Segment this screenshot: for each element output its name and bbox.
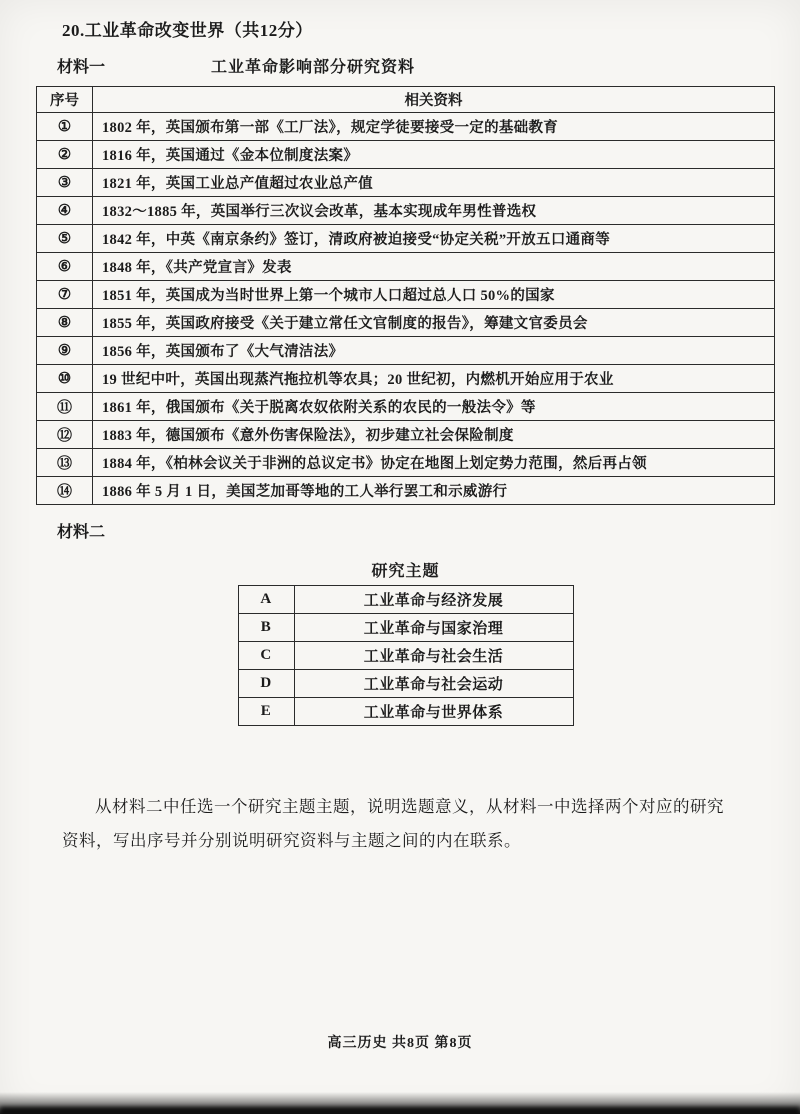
table-row bbox=[37, 225, 775, 253]
theme-letter: E bbox=[238, 698, 294, 726]
row-material-text: 1855 年，英国政府接受《关于建立常任文官制度的报告》，筹建文官委员会 bbox=[93, 309, 775, 337]
row-material-text: 1832～1885 年，英国举行三次议会改革，基本实现成年男性普选权 bbox=[93, 197, 775, 225]
theme-text: 工业革命与世界体系 bbox=[294, 698, 573, 726]
theme-letter: A bbox=[238, 586, 294, 614]
research-table-body bbox=[37, 113, 775, 505]
table-row bbox=[37, 449, 775, 477]
themes-title: 研究主题 bbox=[371, 563, 440, 580]
table-row bbox=[37, 365, 775, 393]
row-seq-number: ⑪ bbox=[37, 393, 93, 421]
table-row bbox=[37, 477, 775, 505]
row-seq-number: ⑨ bbox=[37, 337, 93, 365]
table-header-info: 相关资料 bbox=[93, 87, 775, 113]
row-material-text: 1886 年 5 月 1 日，美国芝加哥等地的工人举行罢工和示威游行 bbox=[93, 477, 775, 505]
theme-text: 工业革命与社会运动 bbox=[294, 670, 573, 698]
row-material-text: 1861 年，俄国颁布《关于脱离农奴依附关系的农民的一般法令》等 bbox=[93, 393, 775, 421]
row-material-text: 1856 年，英国颁布了《大气清洁法》 bbox=[93, 337, 775, 365]
scan-artifact-fade bbox=[0, 1092, 800, 1114]
themes-section bbox=[238, 558, 574, 726]
table-row bbox=[37, 309, 775, 337]
row-seq-number: ⑧ bbox=[37, 309, 93, 337]
question-paragraph: 从材料二中任选一个研究主题主题，说明选题意义，从材料一中选择两个对应的研究资料，写出序号并分别说明研究资料与主题之间的内在联系。 bbox=[62, 797, 724, 850]
row-material-text: 19 世纪中叶，英国出现蒸汽拖拉机等农具；20 世纪初，内燃机开始应用于农业 bbox=[93, 365, 775, 393]
table-row bbox=[37, 197, 775, 225]
table-row bbox=[37, 421, 775, 449]
row-seq-number: ⑭ bbox=[37, 477, 93, 505]
row-material-text: 1883 年，德国颁布《意外伤害保险法》，初步建立社会保险制度 bbox=[93, 421, 775, 449]
theme-text: 工业革命与经济发展 bbox=[294, 586, 573, 614]
row-seq-number: ④ bbox=[37, 197, 93, 225]
row-material-text: 1821 年，英国工业总产值超过农业总产值 bbox=[93, 169, 775, 197]
table-row bbox=[37, 337, 775, 365]
row-material-text: 1802 年，英国颁布第一部《工厂法》，规定学徒要接受一定的基础教育 bbox=[93, 113, 775, 141]
themes-table bbox=[238, 585, 574, 726]
theme-letter: B bbox=[238, 614, 294, 642]
question-title: 20.工业革命改变世界（共12分） bbox=[62, 21, 313, 40]
theme-text: 工业革命与国家治理 bbox=[294, 614, 573, 642]
table-row bbox=[37, 281, 775, 309]
theme-row bbox=[238, 698, 573, 726]
page-footer: 高三历史 共8页 第8页 bbox=[327, 1036, 473, 1051]
material-one-row bbox=[36, 54, 775, 77]
table-caption: 工业革命影响部分研究资料 bbox=[211, 59, 416, 76]
theme-row bbox=[238, 670, 573, 698]
theme-row bbox=[238, 614, 573, 642]
row-material-text: 1884 年，《柏林会议关于非洲的总议定书》协定在地图上划定势力范围，然后再占领 bbox=[93, 449, 775, 477]
theme-row bbox=[238, 586, 573, 614]
row-seq-number: ⑥ bbox=[37, 253, 93, 281]
row-material-text: 1842 年，中英《南京条约》签订，清政府被迫接受“协定关税”开放五口通商等 bbox=[93, 225, 775, 253]
theme-letter: C bbox=[238, 642, 294, 670]
row-material-text: 1851 年，英国成为当时世界上第一个城市人口超过总人口 50%的国家 bbox=[93, 281, 775, 309]
row-seq-number: ⑦ bbox=[37, 281, 93, 309]
table-row bbox=[37, 113, 775, 141]
table-row bbox=[37, 393, 775, 421]
research-materials-table bbox=[36, 86, 775, 505]
row-seq-number: ⑤ bbox=[37, 225, 93, 253]
theme-text: 工业革命与社会生活 bbox=[294, 642, 573, 670]
row-seq-number: ② bbox=[37, 141, 93, 169]
row-seq-number: ⑬ bbox=[37, 449, 93, 477]
row-material-text: 1848 年，《共产党宣言》发表 bbox=[93, 253, 775, 281]
material-one-label: 材料一 bbox=[57, 59, 106, 76]
row-seq-number: ③ bbox=[37, 169, 93, 197]
theme-row bbox=[238, 642, 573, 670]
table-header-seq: 序号 bbox=[37, 87, 93, 113]
material-two-label: 材料二 bbox=[57, 524, 106, 541]
row-seq-number: ① bbox=[37, 113, 93, 141]
theme-letter: D bbox=[238, 670, 294, 698]
row-seq-number: ⑫ bbox=[37, 421, 93, 449]
table-row bbox=[37, 141, 775, 169]
scan-artifact-bar bbox=[0, 1107, 800, 1114]
row-material-text: 1816 年，英国通过《金本位制度法案》 bbox=[93, 141, 775, 169]
table-header-row bbox=[37, 87, 775, 113]
row-seq-number: ⑩ bbox=[37, 365, 93, 393]
table-row bbox=[37, 253, 775, 281]
themes-table-body bbox=[238, 586, 573, 726]
table-row bbox=[37, 169, 775, 197]
